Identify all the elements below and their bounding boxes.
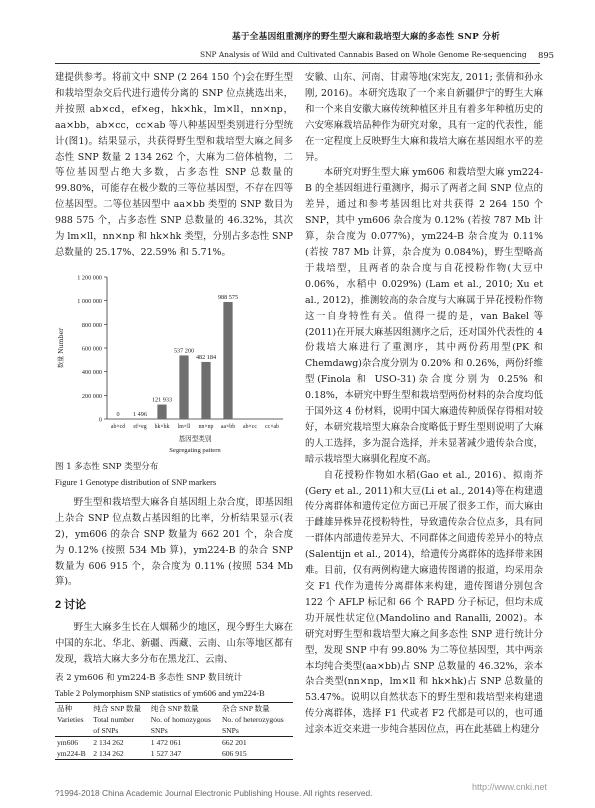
table-header-cell xyxy=(55,725,91,737)
x-tick-label: hk×hk xyxy=(154,423,170,430)
bar-value-label: 0 xyxy=(116,410,120,418)
table-header-cell: 纯合 SNP 数量 xyxy=(91,702,149,714)
x-tick-label: cc×ab xyxy=(265,423,279,430)
running-title-en: SNP Analysis of Wild and Cultivated Cannabis Based on Whole Genome Re-sequencing xyxy=(200,50,527,59)
page-number: 895 xyxy=(538,50,554,60)
table-header-cell: SNPs xyxy=(150,725,168,735)
table-header-cell: Total number xyxy=(93,714,134,724)
table-header-cell: 品种 xyxy=(55,702,91,714)
table-2 xyxy=(55,702,293,760)
y-tick-label: 800 000 xyxy=(81,321,102,329)
y-axis-label: 数量 Number xyxy=(58,327,65,368)
table-cell: 2 134 262 xyxy=(91,748,149,760)
y-tick-label: 1 000 000 xyxy=(77,298,102,306)
table-header-cell: 纯合 SNP 数量 xyxy=(149,702,220,714)
table-header-cell: 杂合 SNP 数量 xyxy=(220,702,293,714)
bar-value-label: 1 496 xyxy=(133,410,147,418)
right-paragraph-2: 本研究对野生型大麻 ym606 和栽培型大麻 ym224-B 的全基因组进行重测序，揭示了两者之间 SNP 位点的差异，通过和参考基因组比对共获得 2 264 150 个 SNP，其中 ym606 杂合度为 0.12% (若按 787 Mb 计算，杂合度为 0.077%)，ym224-B 杂合度为 0.11% (若按 787 Mb 计算，杂合度为 0.084%)，野生型略高于栽培型，且两者的杂合度与自花授粉作物(大豆中 0.06%，水稻中 0.029%) (Lam et al., 2010; Xu et al., 2012)，推测较高的杂合度与大麻属于异花授粉作物这一自身特性有关。值得一提的是，van Bakel 等(2011)在开展大麻基因组测序之后，还对国外代表性的 4 份栽培大麻进行了重测序，其中两份药用型(PK 和 Chemdawg)杂合度分别为 0.20% 和 0.26%，两份纤维型(Finola 和 USO-31)杂合度分别为 0.25% 和 0.18%，本研究中野生型和栽培型两份材料的杂合度均低于国外这 4 份材料，说明中国大麻遗传种质保存得相对较好，本研究栽培型大麻杂合度略低于野生型则说明了大麻的人工选择，多为混合选择，并未显著减少遗传杂合度，暗示栽培型大麻驯化程度不高。 xyxy=(305,167,543,465)
table-row xyxy=(55,736,293,748)
x-tick-label: ab×cd xyxy=(110,423,126,430)
x-axis-label-en: Segregating pattern xyxy=(169,446,221,454)
left-paragraph-3: 野生大麻多生长在人烟稀少的地区，现今野生大麻在中国的东北、华北、新疆、西藏、云南、山东等地区都有发现，栽培大麻大多分布在黑龙江、云南、 xyxy=(55,622,293,666)
header-rule xyxy=(55,63,540,64)
bar-value-label: 482 184 xyxy=(195,353,217,361)
figure-1 xyxy=(55,269,293,459)
table-header-cell: No. of homozygous xyxy=(150,714,211,724)
y-tick-label: 0 xyxy=(98,416,102,424)
left-paragraph-1: 建提供参考。将前文中 SNP (2 264 150 个)会在野生型和栽培型杂交后代进行遗传分离的 SNP 位点挑选出来，并按照 ab×cd，ef×eg，hk×hk，lm×ll，nn×np，aa×bb，ab×cc，cc×ab 等八种基因型类别进行分型统计(图1)。结果显示，共获得野生型和栽培型大麻之间多态性 SNP 数量 2 134 262 个，大麻为二倍体植物，二等位基因型占绝大多数，占多态性 SNP 总数量的 99.80%，可能存在极少数的三等位基因型，不存在四等位基因型。二等位基因型中 aa×bb 类型的 SNP 数目为 988 575 个，占多态性 SNP 总数量的 46.32%，其次为 lm×ll，nn×np 和 hk×hk 类型，分别占多态性 SNP 总数量的 25.17%、22.59% 和 5.71%。 xyxy=(55,72,293,258)
y-tick-label: 600 000 xyxy=(81,345,102,353)
x-tick-label: ef×eg xyxy=(133,423,147,430)
y-tick-label: 200 000 xyxy=(81,392,102,400)
table-2-caption-en: Table 2 Polymorphism SNP statistics of ym606 and ym224-B xyxy=(55,687,265,698)
table-header-row xyxy=(55,702,293,714)
y-tick-label: 400 000 xyxy=(81,369,102,377)
table-header-cell: SNPs xyxy=(221,725,239,735)
table-header-row xyxy=(55,725,293,737)
cnki-watermark: http://www.cnki.net xyxy=(472,782,548,792)
x-tick-label: nn×np xyxy=(198,423,214,430)
x-tick-label: aa×bb xyxy=(220,423,236,430)
bar xyxy=(223,302,232,419)
table-cell: 2 134 262 xyxy=(91,736,149,748)
snp-genotype-bar-chart xyxy=(55,269,293,459)
bar-value-label: 121 933 xyxy=(151,396,173,404)
table-header-row xyxy=(55,714,293,725)
running-title-cn: 基于全基因组重测序的野生型大麻和栽培型大麻的多态性 SNP 分析 xyxy=(232,32,501,42)
bar xyxy=(157,404,166,418)
table-cell: 606 915 xyxy=(220,748,293,760)
bar xyxy=(179,355,188,419)
x-tick-label: ab×cc xyxy=(243,423,257,430)
table-cell: ym224-B xyxy=(55,748,91,760)
table-cell: 662 201 xyxy=(220,736,293,748)
section-heading-discussion: 2 讨论 xyxy=(55,599,87,612)
bar xyxy=(201,362,210,419)
figure-1-caption-en: Figure 1 Genotype distribution of SNP markers xyxy=(55,476,217,487)
table-header-cell: No. of heterozygous xyxy=(221,714,284,724)
table-cell: ym606 xyxy=(55,736,91,748)
left-paragraph-2: 野生型和栽培型大麻各自基因组上杂合度，即基因组上杂合 SNP 位点数占基因组的比率，分析结果显示(表 2)，ym606 的杂合 SNP 数量为 662 201 个，杂合度为 0.12% (按照 534 Mb 算)，ym224-B 的杂合 SNP 数量为 606 915 个，杂合度为 0.11% (按照 534 Mb 算)。 xyxy=(55,496,293,588)
table-cell: 1 527 347 xyxy=(149,748,220,760)
right-paragraph-1: 安徽、山东、河南、甘肃等地(宋宪友, 2011; 张倩和孙永刚, 2016)。本研究选取了一个来自新疆伊宁的野生大麻和一个来自安徽大麻传统种植区并且有着多年种植历史的六安寒麻栽培品种作为研究对象，具有一定的代表性，能在一定程度上反映野生大麻和栽培大麻在基因组水平的差异。 xyxy=(305,72,543,163)
table-cell: 1 472 061 xyxy=(149,736,220,748)
bar-value-label: 537 200 xyxy=(173,347,195,355)
right-paragraph-3: 自花授粉作物如水稻(Gao et al., 2016)、拟南芥(Gery et al., 2011)和大豆(Li et al., 2014)等在构建遗传分离群体和遗传定位方面已开展了很多工作，而大麻由于雌雄异株异花授粉特性，导致遗传杂合位点多，具有同一群体内部遗传差异大、不同群体之间遗传差异小的特点(Salentijn et al., 2014)，给遗传分离群体的选择带来困难。目前，仅有两例构建大麻遗传图谱的报道，均采用杂交 F1 代作为遗传分离群体来构建，遗传图谱分别包含 122 个 AFLP 标记和 66 个 RAPD 分子标记，但均未成功开展性状定位(Mandolino and Ranalli, 2002)。本研究对野生型和栽培型大麻之间多态性 SNP 进行统计分型，发现 SNP 中有 99.80% 为二等位基因型，其中两亲本均纯合类型(aa×bb)占 SNP 总数量的 46.32%，亲本杂合类型(nn×np，lm×ll 和 hk×hk)占 SNP 总数量的 53.47%。说明以自然状态下的野生型和栽培型来构建遗传分离群体，选择 F1 代或者 F2 代都是可以的，也可通过亲本近交来进一步纯合基因位点，再在此基础上构建分 xyxy=(305,469,543,736)
table-header-cell: of SNPs xyxy=(93,725,119,735)
left-column xyxy=(55,70,293,760)
y-tick-label: 1 200 000 xyxy=(77,274,102,282)
running-header xyxy=(0,0,595,70)
x-axis-label-cn: 基因型类别 xyxy=(178,434,212,443)
table-header-cell: Varieties xyxy=(57,714,84,724)
x-tick-label: lm×ll xyxy=(177,423,191,430)
figure-1-caption-cn: 图 1 多态性 SNP 类型分布 xyxy=(55,461,159,472)
right-column xyxy=(305,70,543,738)
table-row xyxy=(55,748,293,760)
copyright-footer: ?1994-2018 China Academic Journal Electronic Publishing House. All rights reserved. xyxy=(55,788,373,798)
bar-value-label: 988 575 xyxy=(217,293,239,301)
table-2-caption-cn: 表 2 ym606 和 ym224-B 多态性 SNP 数目统计 xyxy=(55,672,243,683)
